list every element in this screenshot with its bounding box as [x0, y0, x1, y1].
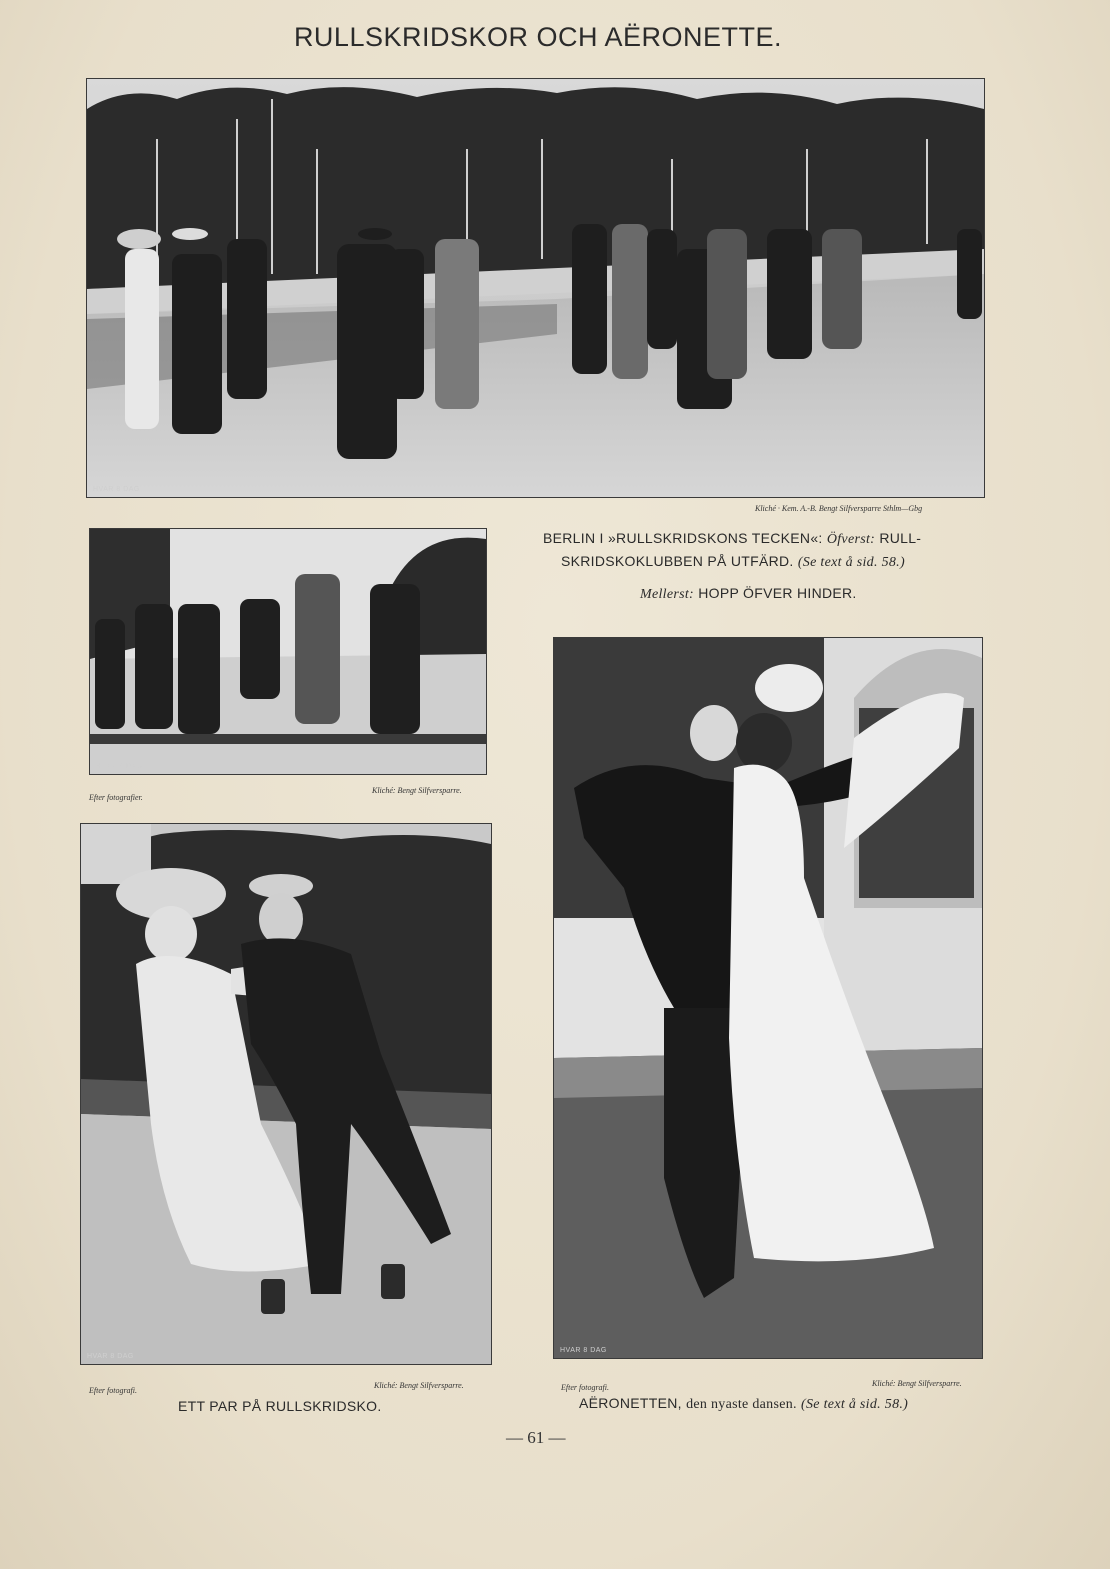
caption-text: SKRIDSKOKLUBBEN PÅ UTFÄRD. — [561, 553, 794, 569]
caption-couple: ETT PAR PÅ RULLSKRIDSKO. — [178, 1398, 382, 1414]
caption-text: RULL- — [879, 530, 922, 546]
photo-credit: Kliché: Bengt Silfversparre. — [374, 1381, 464, 1390]
caption-top-line2 — [561, 553, 905, 571]
photo-skating-club — [86, 78, 985, 498]
photo-jumping-hurdle — [89, 528, 487, 775]
caption-italic: Öfverst: — [826, 532, 876, 547]
photo-credit: Kliché · Kem. A.-B. Bengt Silfversparre Sthlm—Gbg — [755, 504, 923, 513]
photo-credit-source: Efter fotografi. — [561, 1383, 609, 1392]
photo-watermark: HVAR 8 DAG — [87, 1353, 134, 1360]
caption-top-line1 — [543, 530, 921, 548]
photo-watermark: HVAR 8 DAG — [560, 1347, 607, 1354]
caption-italic: (Se text å sid. 58.) — [797, 555, 905, 570]
caption-text: HOPP ÖFVER HINDER. — [698, 585, 857, 601]
photo-credit: Kliché: Bengt Silfversparre. — [372, 786, 462, 795]
photo-skating-couple — [80, 823, 492, 1365]
caption-text: den nyaste dansen. — [686, 1397, 797, 1412]
caption-italic: Mellerst: — [640, 587, 695, 602]
caption-aeronette — [579, 1395, 908, 1413]
photo-aeronette-dance — [553, 637, 983, 1359]
photo-watermark: HVAR 8 DAG — [93, 486, 140, 493]
caption-text: BERLIN I »RULLSKRIDSKONS TECKEN«: — [543, 530, 823, 546]
photo-credit-source: Efter fotografi. — [89, 1386, 137, 1395]
photo-credit-source: Efter fotografier. — [89, 793, 143, 802]
photo-watermark: HVAR 8 DAG — [96, 763, 143, 770]
photo-credit: Kliché: Bengt Silfversparre. — [872, 1379, 962, 1388]
caption-text: AËRONETTEN, — [579, 1395, 682, 1411]
page-number: — 61 — — [506, 1428, 566, 1447]
caption-italic: (Se text å sid. 58.) — [801, 1397, 909, 1412]
caption-top-line3 — [640, 585, 857, 603]
page-title: RULLSKRIDSKOR OCH AËRONETTE. — [293, 22, 783, 52]
